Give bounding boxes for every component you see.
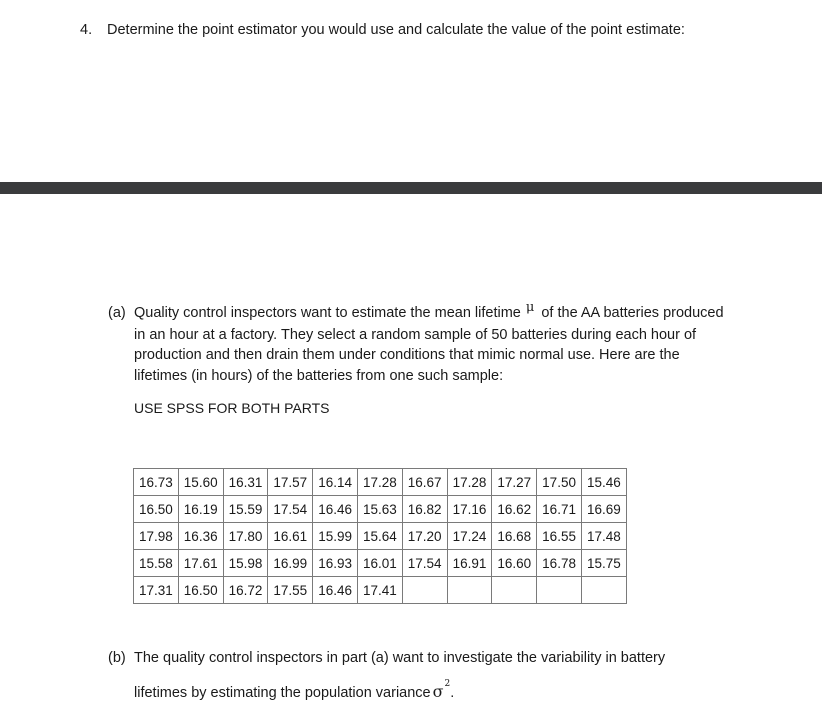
table-cell: 16.72	[223, 577, 268, 604]
table-cell: 17.80	[223, 523, 268, 550]
table-cell: 16.50	[134, 496, 179, 523]
table-cell: 16.73	[134, 469, 179, 496]
mu-symbol: μ	[525, 300, 535, 315]
table-cell: 17.16	[447, 496, 492, 523]
table-cell: 16.36	[178, 523, 223, 550]
table-cell: 15.59	[223, 496, 268, 523]
table-cell: 17.57	[268, 469, 313, 496]
part-b-period: .	[450, 685, 455, 701]
table-cell: 15.99	[313, 523, 358, 550]
battery-lifetimes-table	[133, 468, 627, 604]
table-body	[134, 469, 627, 604]
table-cell: 16.46	[313, 577, 358, 604]
table-cell: 17.28	[357, 469, 402, 496]
page-divider	[0, 182, 822, 194]
part-b-line-2	[134, 679, 455, 701]
table-cell	[492, 577, 537, 604]
table-cell: 15.60	[178, 469, 223, 496]
table-cell: 17.54	[268, 496, 313, 523]
table-cell: 16.99	[268, 550, 313, 577]
table-row	[134, 469, 627, 496]
question-number: 4.	[80, 22, 93, 38]
table-cell: 17.98	[134, 523, 179, 550]
part-b-line-2-text: lifetimes by estimating the population variance	[134, 685, 431, 701]
table-row	[134, 496, 627, 523]
table-cell: 15.98	[223, 550, 268, 577]
part-a-text-2: of the AA batteries produced in an hour at a factory. They select a random sample of 50 batteries during each hour of production and then drain them under conditions that mimic normal use. Here are the lifetimes (in hours) of the batteries from one such sample:	[134, 305, 724, 384]
table-cell: 16.69	[581, 496, 626, 523]
part-b-line-1: The quality control inspectors in part (a) want to investigate the variability in battery	[134, 650, 666, 666]
table-cell: 15.63	[357, 496, 402, 523]
sigma-symbol: σ	[432, 682, 444, 701]
table-cell: 16.91	[447, 550, 492, 577]
table-cell: 16.62	[492, 496, 537, 523]
table-cell: 16.93	[313, 550, 358, 577]
table-cell: 16.60	[492, 550, 537, 577]
table-cell: 16.55	[537, 523, 582, 550]
table-cell: 16.82	[402, 496, 447, 523]
table-cell: 16.78	[537, 550, 582, 577]
part-a	[108, 300, 728, 386]
question-4	[80, 22, 685, 38]
table-cell: 15.75	[581, 550, 626, 577]
table-cell: 17.48	[581, 523, 626, 550]
table-row	[134, 550, 627, 577]
part-b-label: (b)	[108, 650, 126, 666]
table-cell: 17.61	[178, 550, 223, 577]
table-cell: 16.50	[178, 577, 223, 604]
part-a-body	[134, 300, 728, 386]
table-cell: 16.31	[223, 469, 268, 496]
table-cell: 17.41	[357, 577, 402, 604]
table-cell: 16.68	[492, 523, 537, 550]
table-cell	[537, 577, 582, 604]
part-a-text-1: Quality control inspectors want to estimate the mean lifetime	[134, 305, 521, 321]
table-cell: 17.24	[447, 523, 492, 550]
question-text: Determine the point estimator you would use and calculate the value of the point estimate:	[107, 22, 685, 38]
table-cell: 17.28	[447, 469, 492, 496]
table-cell: 15.46	[581, 469, 626, 496]
table-cell: 17.31	[134, 577, 179, 604]
table-row	[134, 577, 627, 604]
part-a-label: (a)	[108, 305, 126, 321]
spss-instruction: USE SPSS FOR BOTH PARTS	[134, 400, 330, 416]
table-cell	[581, 577, 626, 604]
table-cell: 16.67	[402, 469, 447, 496]
table-cell: 15.58	[134, 550, 179, 577]
table-cell: 16.61	[268, 523, 313, 550]
table-cell: 16.46	[313, 496, 358, 523]
table-cell: 16.71	[537, 496, 582, 523]
table-cell: 16.01	[357, 550, 402, 577]
table-cell: 17.20	[402, 523, 447, 550]
table-cell: 17.55	[268, 577, 313, 604]
table-cell: 15.64	[357, 523, 402, 550]
table-cell	[402, 577, 447, 604]
table-cell: 17.50	[537, 469, 582, 496]
table-cell: 16.19	[178, 496, 223, 523]
table-cell: 17.27	[492, 469, 537, 496]
sigma-exponent: 2	[444, 679, 451, 689]
table-cell	[447, 577, 492, 604]
table-cell: 16.14	[313, 469, 358, 496]
table-row	[134, 523, 627, 550]
table-cell: 17.54	[402, 550, 447, 577]
